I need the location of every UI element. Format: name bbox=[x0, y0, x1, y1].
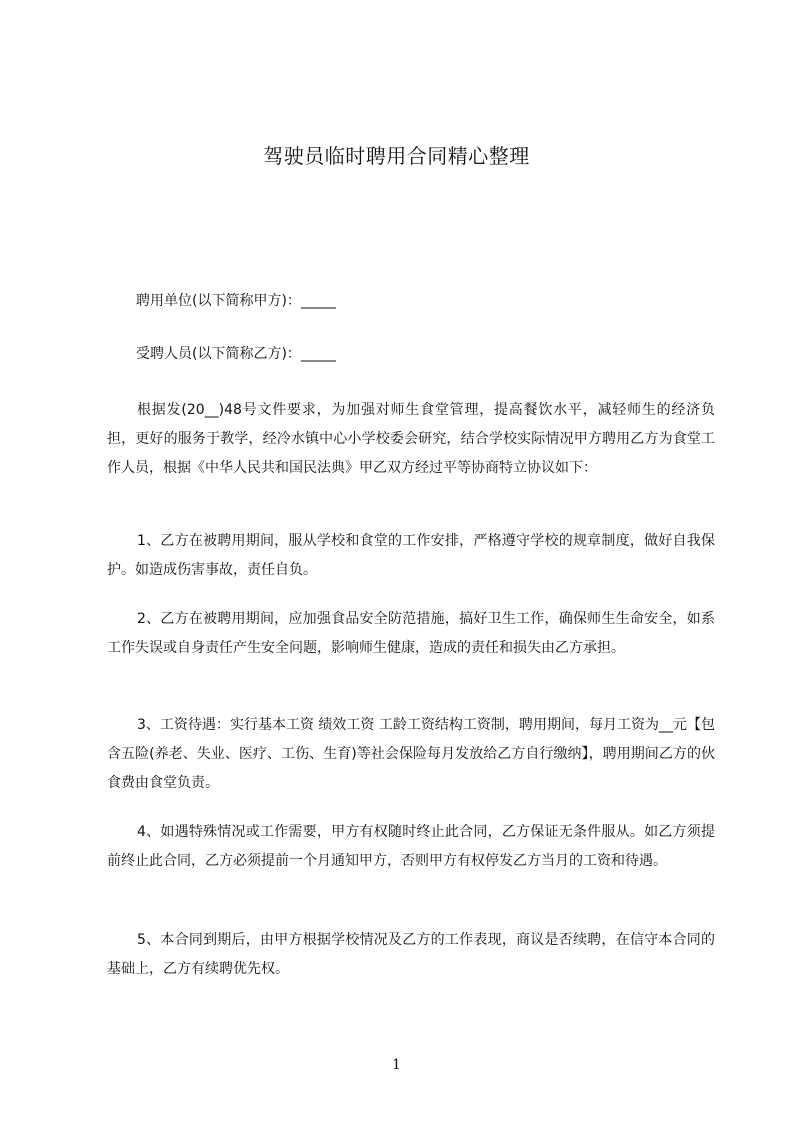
page-number: 1 bbox=[392, 1057, 401, 1073]
clause-3-paragraph: 3、工资待遇：实行基本工资 绩效工资 工龄工资结构工资制，聘用期间，每月工资为__元【包含五险(养老、失业、医疗、工伤、生育)等社会保险每月发放给乙方自行缴纳】，聘用期间乙方的伙食费由食堂负责。 bbox=[107, 717, 715, 791]
clause-4-paragraph: 4、如遇特殊情况或工作需要，甲方有权随时终止此合同，乙方保证无条件服从。如乙方须提前终止此合同，乙方必须提前一个月通知甲方，否则甲方有权停发乙方当月的工资和待遇。 bbox=[107, 824, 715, 869]
clause-2-paragraph: 2、乙方在被聘用期间，应加强食品安全防范措施，搞好卫生工作，确保师生生命安全，如系工作失误或自身责任产生安全问题，影响师生健康，造成的责任和损失由乙方承担。 bbox=[107, 611, 715, 656]
clause-1-paragraph: 1、乙方在被聘用期间，服从学校和食堂的工作安排，严格遵守学校的规章制度，做好自我保护。如造成伤害事故，责任自负。 bbox=[107, 533, 715, 578]
employer-field: 聘用单位(以下简称甲方)：_____ bbox=[136, 293, 336, 309]
document-title: 驾驶员临时聘用合同精心整理 bbox=[263, 144, 530, 168]
clause-5-paragraph: 5、本合同到期后，由甲方根据学校情况及乙方的工作表现，商议是否续聘，在信守本合同的基础上，乙方有续聘优先权。 bbox=[107, 932, 715, 977]
intro-paragraph: 根据发(20__)48号文件要求，为加强对师生食堂管理，提高餐饮水平，减轻师生的经济负担，更好的服务于教学，经冷水镇中心小学校委会研究，结合学校实际情况甲方聘用乙方为食堂工作人员，根据《中华人民共和国民法典》甲乙双方经过平等协商特立协议如下： bbox=[107, 402, 715, 476]
employee-field: 受聘人员(以下简称乙方)：_____ bbox=[136, 346, 336, 362]
